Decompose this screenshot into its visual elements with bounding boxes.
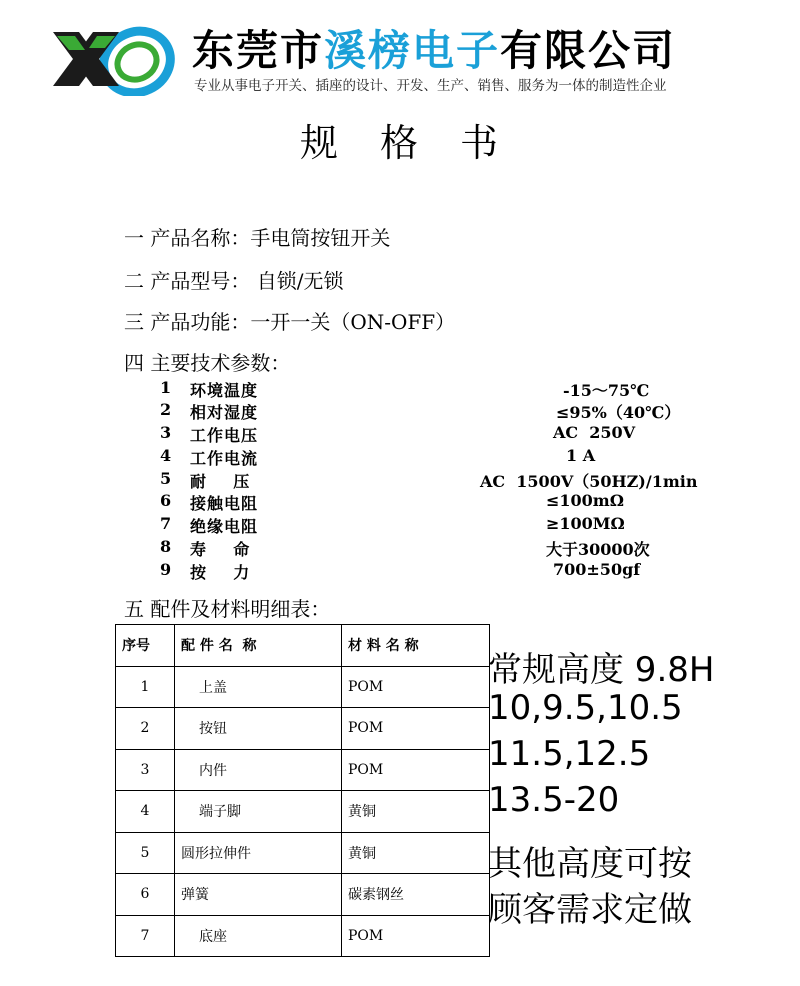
param-name: 相对湿度 — [190, 403, 259, 422]
document-title: 规格书 — [299, 121, 540, 165]
table-row — [116, 832, 490, 874]
param-number: 4 — [160, 446, 172, 465]
cell-material: 碳素钢丝 — [342, 874, 490, 916]
column-header-material: 材 料 名 称 — [342, 625, 490, 667]
cell-part: 端子脚 — [175, 791, 342, 833]
cell-material: 黄铜 — [342, 791, 490, 833]
note-line: 11.5,12.5 — [488, 734, 651, 774]
cell-part: 底座 — [175, 915, 342, 957]
table-row — [116, 874, 490, 916]
param-number: 1 — [160, 378, 172, 397]
param-value: ≥100MΩ — [546, 514, 625, 533]
param-value: ≤100mΩ — [546, 491, 624, 510]
param-number: 3 — [160, 423, 172, 442]
param-value: AC 1500V（50HZ)/1min — [480, 472, 698, 491]
table-row — [116, 708, 490, 750]
cell-part: 圆形拉伸件 — [175, 832, 342, 874]
note-line: 13.5-20 — [488, 780, 620, 820]
param-row — [0, 400, 800, 422]
cell-material: POM — [342, 915, 490, 957]
table-row — [116, 791, 490, 833]
cell-no: 2 — [116, 708, 175, 750]
param-name: 接触电阻 — [190, 494, 259, 513]
company-name-suffix: 有限公司 — [500, 26, 677, 75]
company-logo-icon — [45, 18, 185, 96]
param-number: 8 — [160, 537, 172, 556]
param-value: 大于30000次 — [546, 540, 650, 559]
section-parts-materials: 五 配件及材料明细表： — [124, 597, 331, 621]
note-line: 10,9.5,10.5 — [488, 688, 683, 728]
param-name: 寿 命 — [190, 540, 251, 559]
cell-no: 1 — [116, 666, 175, 708]
param-number: 6 — [160, 491, 172, 510]
column-header-no: 序号 — [116, 625, 175, 667]
table-header-row — [116, 625, 490, 667]
cell-part: 弹簧 — [175, 874, 342, 916]
param-value: 700±50gf — [553, 560, 641, 579]
param-row — [0, 423, 800, 445]
cell-material: 黄铜 — [342, 832, 490, 874]
param-row — [0, 378, 800, 400]
param-name: 工作电压 — [190, 426, 259, 445]
cell-part: 上盖 — [175, 666, 342, 708]
param-row — [0, 469, 800, 491]
cell-material: POM — [342, 708, 490, 750]
param-row — [0, 491, 800, 513]
company-name-prefix: 东莞市 — [192, 26, 325, 75]
cell-part: 内件 — [175, 749, 342, 791]
table-row — [116, 666, 490, 708]
param-value: -15～75℃ — [563, 381, 650, 400]
company-tagline: 专业从事电子开关、插座的设计、开发、生产、销售、服务为一体的制造性企业 — [194, 78, 667, 94]
company-name — [192, 18, 676, 78]
param-number: 2 — [160, 400, 172, 419]
cell-part: 按钮 — [175, 708, 342, 750]
parts-table — [115, 624, 490, 957]
note-line: 常规高度 9.8H — [488, 650, 715, 690]
param-name: 环境温度 — [190, 381, 259, 400]
param-name: 耐 压 — [190, 472, 251, 491]
param-row — [0, 446, 800, 468]
cell-no: 6 — [116, 874, 175, 916]
param-number: 5 — [160, 469, 172, 488]
section-product-function: 三 产品功能：一开一关（ON-OFF） — [124, 310, 456, 334]
column-header-part: 配 件 名 称 — [175, 625, 342, 667]
param-row — [0, 560, 800, 582]
param-name: 按 力 — [190, 563, 251, 582]
table-row — [116, 749, 490, 791]
note-line: 其他高度可按 — [488, 844, 692, 884]
cell-material: POM — [342, 666, 490, 708]
param-value: ≤95%（40℃） — [556, 403, 681, 422]
param-value: 1 A — [566, 446, 596, 465]
table-row — [116, 915, 490, 957]
section-product-name: 一 产品名称：手电筒按钮开关 — [124, 226, 391, 250]
param-name: 工作电流 — [190, 449, 259, 468]
cell-no: 5 — [116, 832, 175, 874]
cell-material: POM — [342, 749, 490, 791]
param-number: 9 — [160, 560, 172, 579]
company-name-highlight: 溪榜电子 — [324, 26, 501, 75]
param-number: 7 — [160, 514, 172, 533]
section-product-model: 二 产品型号： 自锁/无锁 — [124, 269, 344, 293]
cell-no: 7 — [116, 915, 175, 957]
section-tech-params: 四 主要技术参数： — [124, 351, 291, 375]
cell-no: 4 — [116, 791, 175, 833]
param-row — [0, 537, 800, 559]
param-row — [0, 514, 800, 536]
param-name: 绝缘电阻 — [190, 517, 259, 536]
note-line: 顾客需求定做 — [488, 890, 692, 930]
cell-no: 3 — [116, 749, 175, 791]
param-value: AC 250V — [553, 423, 636, 442]
